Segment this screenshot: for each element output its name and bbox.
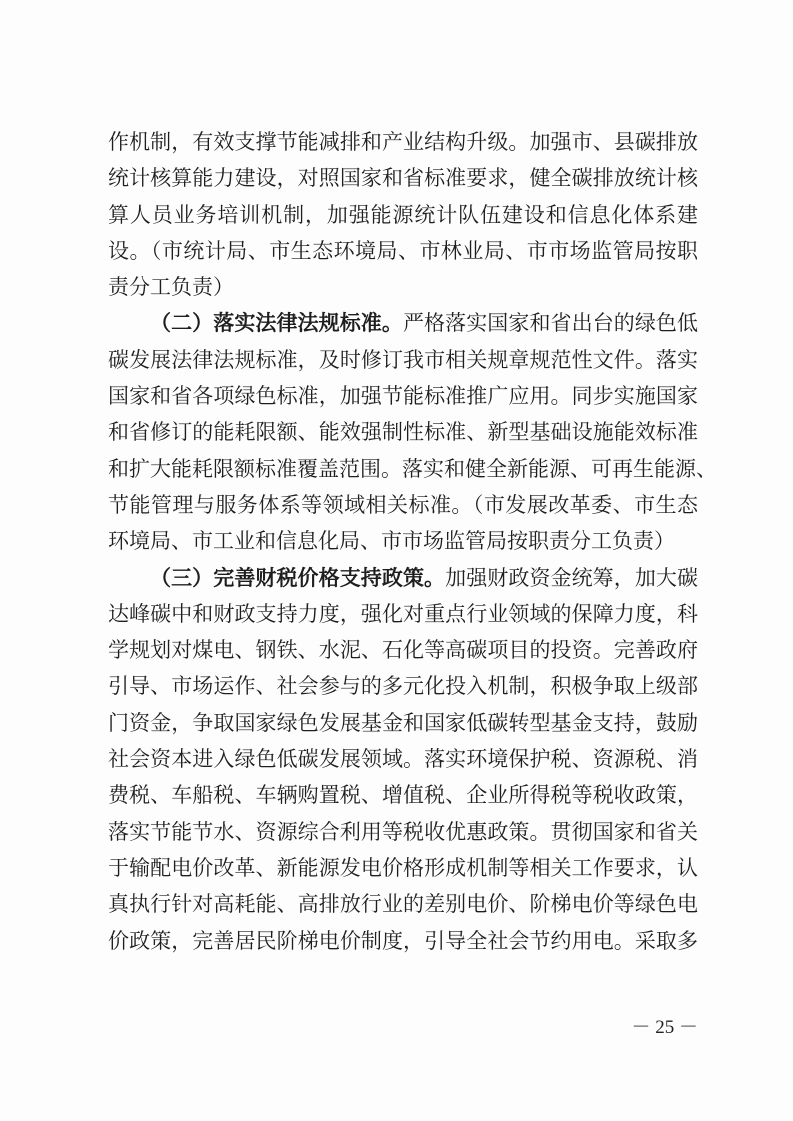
text-line: 真执行针对高耗能、高排放行业的差别电价、阶梯电价等绿色电 — [108, 892, 698, 917]
text-line: 统计核算能力建设，对照国家和省标准要求，健全碳排放统计核 — [108, 166, 698, 191]
text-line: 落实节能节水、资源综合利用等税收优惠政策。贯彻国家和省关 — [108, 819, 698, 844]
text-line: 费税、车船税、车辆购置税、增值税、企业所得税等税收政策， — [108, 783, 698, 808]
text-line: 作机制，有效支撑节能减排和产业结构升级。加强市、县碳排放 — [108, 130, 698, 154]
text-line: 价政策，完善居民阶梯电价制度，引导全社会节约用电。采取多 — [108, 928, 698, 953]
text-line: 节能管理与服务体系等领域相关标准。（市发展改革委、市生态 — [108, 492, 698, 517]
text-line: 碳发展法律法规标准，及时修订我市相关规章规范性文件。落实 — [108, 347, 698, 372]
text-line: 于输配电价改革、新能源发电价格形成机制等相关工作要求，认 — [108, 855, 698, 880]
text-line: 社会资本进入绿色低碳发展领域。落实环境保护税、资源税、消 — [108, 747, 698, 772]
section-heading-line — [108, 305, 698, 341]
text-line: 达峰碳中和财政支持力度，强化对重点行业领域的保障力度，科 — [108, 601, 698, 626]
section-heading-line — [108, 560, 698, 596]
text-line: 环境局、市工业和信息化局、市市场监管局按职责分工负责） — [108, 529, 675, 554]
text-line: 责分工负责） — [108, 275, 234, 300]
text-line: 引导、市场运作、社会参与的多元化投入机制，积极争取上级部 — [108, 674, 698, 699]
text-line: 和省修订的能耗限额、能效强制性标准、新型基础设施能效标准 — [108, 420, 698, 445]
page-number: － 25 － — [631, 1017, 698, 1038]
document-body — [108, 124, 717, 959]
text-line: 算人员业务培训机制，加强能源统计队伍建设和信息化体系建 — [108, 202, 698, 227]
text-line: 学规划对煤电、钢铁、水泥、石化等高碳项目的投资。完善政府 — [108, 638, 698, 663]
text-line: 和扩大能耗限额标准覆盖范围。落实和健全新能源、可再生能源、 — [108, 456, 717, 481]
section-heading: （二）落实法律法规标准。 — [150, 310, 403, 336]
text-line: 国家和省各项绿色标准，加强节能标准推广应用。同步实施国家 — [108, 384, 698, 409]
text-run: 严格落实国家和省出台的绿色低 — [402, 311, 699, 336]
section-heading: （三）完善财税价格支持政策。 — [150, 564, 446, 590]
text-line: 设。（市统计局、市生态环境局、市林业局、市市场监管局按职 — [108, 238, 698, 263]
text-run: 加强财政资金统筹，加大碳 — [445, 565, 699, 590]
text-line: 门资金，争取国家绿色发展基金和国家低碳转型基金支持，鼓励 — [108, 710, 698, 735]
